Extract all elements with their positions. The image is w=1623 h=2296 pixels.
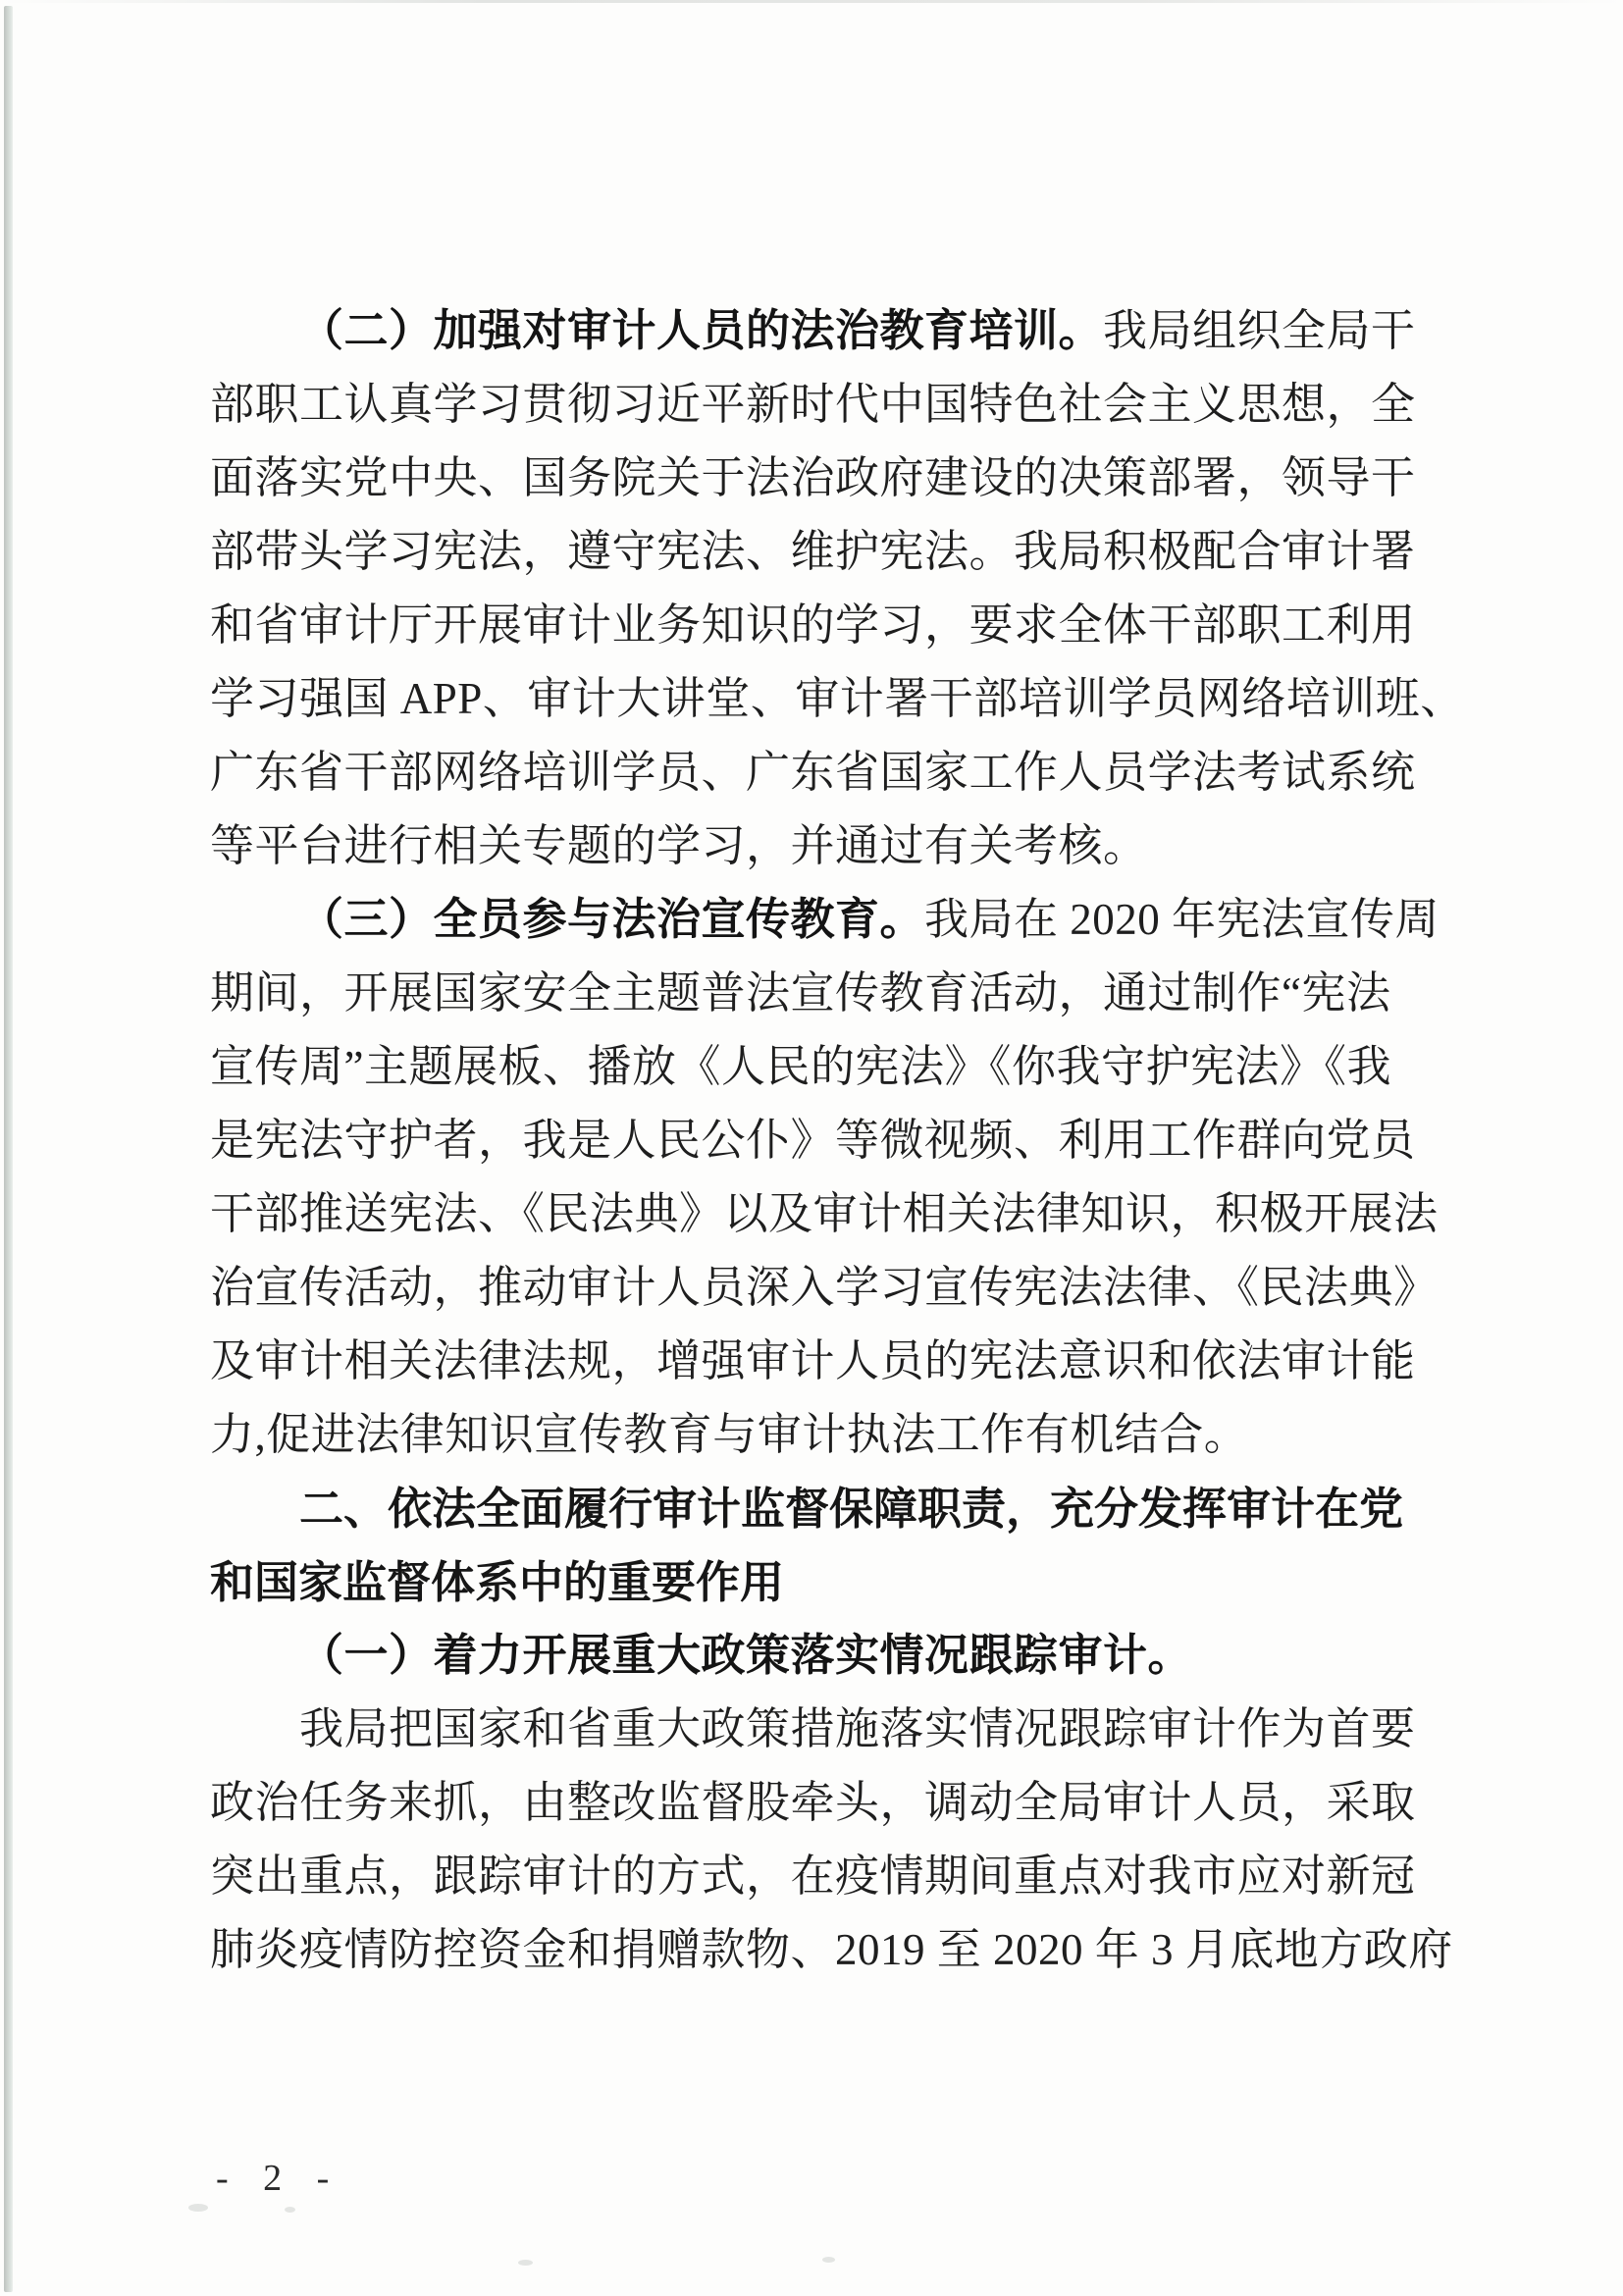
body-text: 政治任务来抓，由整改监督股牵头，调动全局审计人员，采取	[210, 1778, 1416, 1827]
section-heading-2-line-1	[210, 1472, 1423, 1545]
section-heading-2-line-2	[210, 1545, 1423, 1619]
scan-speck	[518, 2260, 533, 2266]
subsection-heading-3-title: （三）全员参与法治宣传教育。	[299, 895, 925, 944]
body-text: 干部推送宪法、《民法典》以及审计相关法律知识，积极开展法	[210, 1189, 1439, 1238]
body-line	[210, 1398, 1423, 1472]
body-text: 肺炎疫情防控资金和捐赠款物、2019 至 2020 年 3 月底地方政府	[210, 1925, 1453, 1974]
body-text: 是宪法守护者，我是人民公仆》等微视频、利用工作群向党员	[210, 1116, 1416, 1165]
body-text: 及审计相关法律法规，增强审计人员的宪法意识和依法审计能	[210, 1336, 1416, 1385]
body-text: 广东省干部网络培训学员、广东省国家工作人员学法考试系统	[210, 748, 1416, 797]
body-text: 突出重点，跟踪审计的方式，在疫情期间重点对我市应对新冠	[210, 1852, 1416, 1901]
body-line	[210, 736, 1423, 809]
body-text: 学习强国 APP、审计大讲堂、审计署干部培训学员网络培训班、	[210, 674, 1465, 723]
scan-edge-top	[0, 0, 1623, 3]
body-text: 面落实党中央、国务院关于法治政府建设的决策部署，领导干	[210, 453, 1416, 502]
body-line	[210, 1030, 1423, 1104]
document-body	[210, 294, 1465, 1987]
body-line	[210, 1693, 1423, 1766]
body-line	[210, 1840, 1423, 1913]
body-text: 我局组织全局干	[1103, 306, 1416, 355]
scan-edge-left	[4, 6, 13, 2292]
body-line	[210, 515, 1423, 589]
body-text: 宣传周”主题展板、播放《人民的宪法》《你我守护宪法》《我	[210, 1042, 1391, 1091]
scan-speck	[285, 2207, 295, 2213]
body-line	[210, 1177, 1439, 1251]
body-line	[210, 442, 1423, 515]
body-line	[210, 957, 1423, 1030]
section-heading-text: 二、依法全面履行审计监督保障职责，充分发挥审计在党	[299, 1484, 1404, 1534]
scan-speck	[188, 2204, 208, 2212]
subsection-heading-2	[210, 294, 1423, 368]
body-line	[210, 1251, 1439, 1325]
subsection-heading-2-title: （二）加强对审计人员的法治教育培训。	[299, 306, 1104, 355]
body-line	[210, 1104, 1423, 1177]
body-line	[210, 368, 1423, 442]
body-text: 我局在 2020 年宪法宣传周	[924, 895, 1440, 944]
body-line	[210, 589, 1423, 662]
body-text: 治宣传活动，推动审计人员深入学习宣传宪法法律、《民法典》	[210, 1263, 1439, 1312]
body-text: 部带头学习宪法，遵守宪法、维护宪法。我局积极配合审计署	[210, 527, 1416, 576]
body-text: 和省审计厅开展审计业务知识的学习，要求全体干部职工利用	[210, 600, 1416, 650]
body-line	[210, 809, 1423, 883]
scan-speck	[822, 2257, 835, 2263]
subsection-heading-1	[210, 1619, 1423, 1693]
subsection-heading-3	[210, 883, 1440, 957]
body-line	[210, 1766, 1423, 1840]
page-number: - 2 -	[216, 2158, 342, 2199]
subsection-heading-1-title: （一）着力开展重大政策落实情况跟踪审计。	[299, 1631, 1193, 1680]
body-text: 期间，开展国家安全主题普法宣传教育活动，通过制作“宪法	[210, 968, 1391, 1018]
body-line	[210, 1913, 1453, 1987]
body-text: 我局把国家和省重大政策措施落实情况跟踪审计作为首要	[299, 1704, 1416, 1753]
body-text: 部职工认真学习贯彻习近平新时代中国特色社会主义思想，全	[210, 380, 1416, 429]
body-line	[210, 662, 1465, 736]
section-heading-text: 和国家监督体系中的重要作用	[210, 1557, 785, 1607]
body-text: 力,促进法律知识宣传教育与审计执法工作有机结合。	[210, 1410, 1249, 1459]
body-line	[210, 1325, 1423, 1398]
body-text: 等平台进行相关专题的学习，并通过有关考核。	[210, 821, 1148, 870]
